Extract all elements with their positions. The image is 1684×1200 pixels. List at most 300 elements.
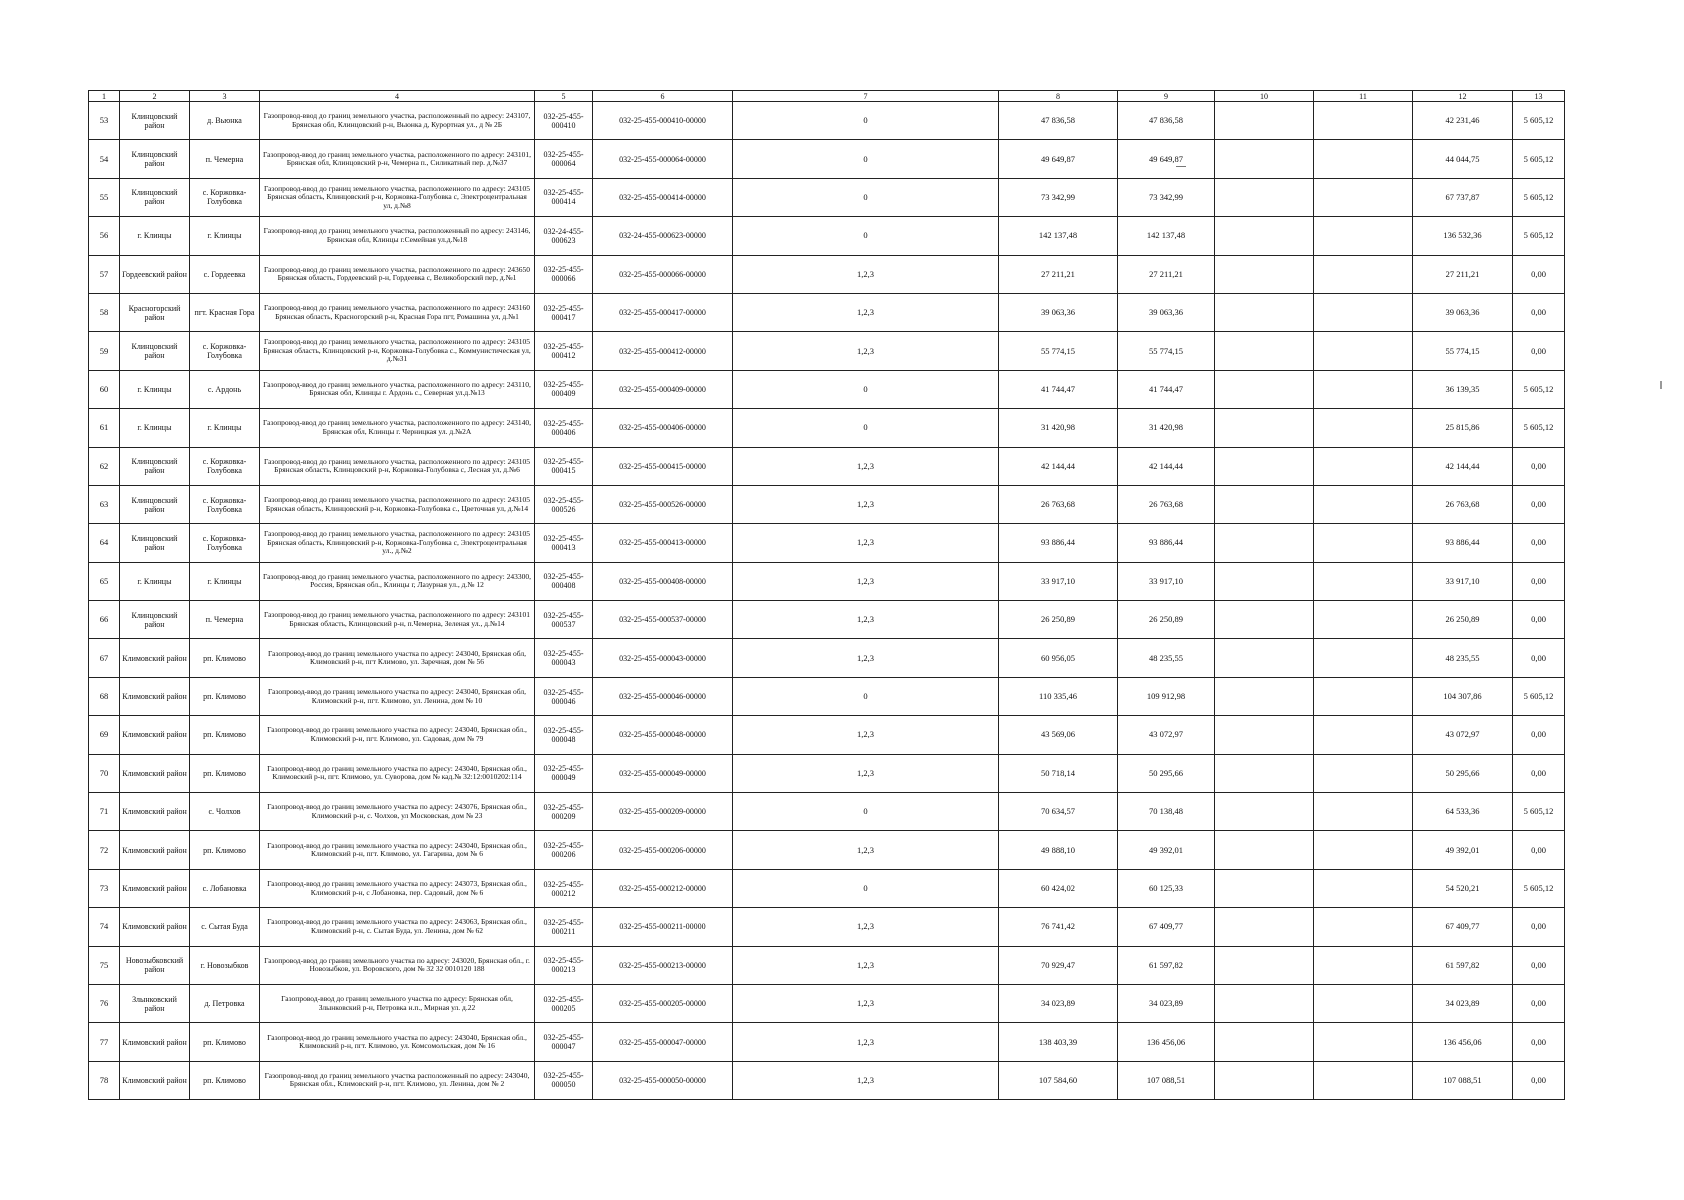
district-cell: Клинцовский район bbox=[120, 332, 190, 370]
column-9-value: 34 023,89 bbox=[1118, 984, 1215, 1022]
registry-id: 032-25-455-000413-00000 bbox=[593, 524, 733, 562]
settlement-cell: рп. Климово bbox=[190, 1023, 260, 1061]
settlement-cell: пгт. Красная Гора bbox=[190, 293, 260, 331]
column-8-value: 27 211,21 bbox=[999, 255, 1118, 293]
settlement-cell: с. Коржовка-Голубовка bbox=[190, 178, 260, 216]
column-12-value: 34 023,89 bbox=[1413, 984, 1513, 1022]
column-12-value: 48 235,55 bbox=[1413, 639, 1513, 677]
column-8-value: 49 649,87 bbox=[999, 140, 1118, 178]
settlement-cell: рп. Климово bbox=[190, 716, 260, 754]
column-13-value: 0,00 bbox=[1513, 1061, 1565, 1099]
column-12-value: 49 392,01 bbox=[1413, 831, 1513, 869]
column-8-value: 26 763,68 bbox=[999, 485, 1118, 523]
row-number: 59 bbox=[89, 332, 120, 370]
column-10-value bbox=[1215, 332, 1314, 370]
document-sheet bbox=[88, 90, 1564, 1100]
column-9-value: 42 144,44 bbox=[1118, 447, 1215, 485]
table-row bbox=[89, 178, 1565, 216]
column-9-value: 60 125,33 bbox=[1118, 869, 1215, 907]
column-7-value: 1,2,3 bbox=[733, 332, 999, 370]
column-8-value: 31 420,98 bbox=[999, 409, 1118, 447]
row-number: 63 bbox=[89, 485, 120, 523]
column-13-value: 0,00 bbox=[1513, 293, 1565, 331]
registry-id: 032-25-455-000064-00000 bbox=[593, 140, 733, 178]
column-8-value: 47 836,58 bbox=[999, 102, 1118, 140]
column-8-value: 107 584,60 bbox=[999, 1061, 1118, 1099]
table-row bbox=[89, 908, 1565, 946]
object-code: 032-25-455-000526 bbox=[535, 485, 593, 523]
column-8-value: 55 774,15 bbox=[999, 332, 1118, 370]
row-number: 61 bbox=[89, 409, 120, 447]
column-11-value bbox=[1314, 370, 1413, 408]
row-number: 76 bbox=[89, 984, 120, 1022]
column-12-value: 44 044,75 bbox=[1413, 140, 1513, 178]
column-7-value: 1,2,3 bbox=[733, 1061, 999, 1099]
settlement-cell: с. Гордеевка bbox=[190, 255, 260, 293]
column-10-value bbox=[1215, 255, 1314, 293]
column-10-value bbox=[1215, 293, 1314, 331]
table-row bbox=[89, 140, 1565, 178]
column-11-value bbox=[1314, 831, 1413, 869]
registry-id: 032-25-455-000046-00000 bbox=[593, 677, 733, 715]
column-12-value: 26 763,68 bbox=[1413, 485, 1513, 523]
column-10-value bbox=[1215, 217, 1314, 255]
column-11-value bbox=[1314, 217, 1413, 255]
object-code: 032-25-455-000049 bbox=[535, 754, 593, 792]
row-number: 68 bbox=[89, 677, 120, 715]
column-13-value: 0,00 bbox=[1513, 601, 1565, 639]
column-10-value bbox=[1215, 869, 1314, 907]
table-row bbox=[89, 1061, 1565, 1099]
column-7-value: 0 bbox=[733, 409, 999, 447]
column-10-value bbox=[1215, 562, 1314, 600]
registry-id: 032-25-455-000526-00000 bbox=[593, 485, 733, 523]
column-10-value bbox=[1215, 1023, 1314, 1061]
registry-id: 032-25-455-000043-00000 bbox=[593, 639, 733, 677]
object-description: Газопровод-ввод до границ земельного участка, расположенный по адресу: 243146, Брянская обл, Клинцы г.Семейная ул.д.№18 bbox=[260, 217, 535, 255]
object-description: Газопровод-ввод до границ земельного участка, расположенного по адресу: 243101 Брянская область, Клинцовский р-н, п.Чемерна, Зеленая ул., д.№14 bbox=[260, 601, 535, 639]
column-11-value bbox=[1314, 102, 1413, 140]
column-13-value: 5 605,12 bbox=[1513, 677, 1565, 715]
table-row bbox=[89, 831, 1565, 869]
district-cell: Климовский район bbox=[120, 677, 190, 715]
registry-id: 032-25-455-000537-00000 bbox=[593, 601, 733, 639]
column-7-value: 1,2,3 bbox=[733, 831, 999, 869]
object-code: 032-25-455-000413 bbox=[535, 524, 593, 562]
column-10-value bbox=[1215, 984, 1314, 1022]
column-8-value: 93 886,44 bbox=[999, 524, 1118, 562]
column-7-value: 1,2,3 bbox=[733, 562, 999, 600]
column-header: 12 bbox=[1413, 91, 1513, 102]
table-row bbox=[89, 332, 1565, 370]
registry-id: 032-25-455-000047-00000 bbox=[593, 1023, 733, 1061]
column-12-value: 26 250,89 bbox=[1413, 601, 1513, 639]
column-13-value: 0,00 bbox=[1513, 447, 1565, 485]
registry-table bbox=[88, 90, 1565, 1100]
district-cell: Климовский район bbox=[120, 754, 190, 792]
column-number-row bbox=[89, 91, 1565, 102]
row-number: 69 bbox=[89, 716, 120, 754]
table-row bbox=[89, 601, 1565, 639]
column-7-value: 0 bbox=[733, 140, 999, 178]
column-8-value: 50 718,14 bbox=[999, 754, 1118, 792]
row-number: 54 bbox=[89, 140, 120, 178]
column-13-value: 5 605,12 bbox=[1513, 409, 1565, 447]
column-7-value: 1,2,3 bbox=[733, 447, 999, 485]
column-7-value: 1,2,3 bbox=[733, 524, 999, 562]
column-8-value: 41 744,47 bbox=[999, 370, 1118, 408]
district-cell: Климовский район bbox=[120, 831, 190, 869]
scan-artifact-mark bbox=[1176, 166, 1186, 167]
column-12-value: 136 532,36 bbox=[1413, 217, 1513, 255]
object-description: Газопровод-ввод до границ земельного участка по адресу: 243076, Брянская обл., Климовский р-н, с. Чолхов, ул Московская, дом № 23 bbox=[260, 793, 535, 831]
registry-id: 032-25-455-000417-00000 bbox=[593, 293, 733, 331]
column-12-value: 25 815,86 bbox=[1413, 409, 1513, 447]
column-8-value: 49 888,10 bbox=[999, 831, 1118, 869]
table-row bbox=[89, 1023, 1565, 1061]
object-description: Газопровод-ввод до границ земельного участка расположенный по адресу: 243040, Брянская обл., Климовский р-н, пгт. Климово, ул. Ленина, дом № 2 bbox=[260, 1061, 535, 1099]
object-description: Газопровод-ввод до границ земельного участка, расположенного по адресу: 243110, Брянская обл, Клинцы г. Ардонь с., Северная ул.д.№13 bbox=[260, 370, 535, 408]
column-9-value: 31 420,98 bbox=[1118, 409, 1215, 447]
district-cell: Клинцовский район bbox=[120, 601, 190, 639]
column-11-value bbox=[1314, 485, 1413, 523]
column-12-value: 55 774,15 bbox=[1413, 332, 1513, 370]
column-8-value: 142 137,48 bbox=[999, 217, 1118, 255]
column-header: 7 bbox=[733, 91, 999, 102]
district-cell: г. Клинцы bbox=[120, 562, 190, 600]
settlement-cell: рп. Климово bbox=[190, 831, 260, 869]
column-12-value: 67 409,77 bbox=[1413, 908, 1513, 946]
table-row bbox=[89, 217, 1565, 255]
column-10-value bbox=[1215, 447, 1314, 485]
district-cell: г. Клинцы bbox=[120, 409, 190, 447]
column-10-value bbox=[1215, 793, 1314, 831]
object-description: Газопровод-ввод до границ земельного участка, расположенного по адресу: 243650 Брянская область, Гордеевский р-н, Гордеевка с, Великоборский пер, д.№1 bbox=[260, 255, 535, 293]
column-10-value bbox=[1215, 102, 1314, 140]
column-12-value: 136 456,06 bbox=[1413, 1023, 1513, 1061]
row-number: 58 bbox=[89, 293, 120, 331]
object-description: Газопровод-ввод до границ земельного участка, расположенного по адресу: 243160 Брянская область, Красногорский р-н, Красная Гора пгт, Ромашина ул, д.№1 bbox=[260, 293, 535, 331]
column-7-value: 0 bbox=[733, 793, 999, 831]
column-9-value: 26 763,68 bbox=[1118, 485, 1215, 523]
column-header: 4 bbox=[260, 91, 535, 102]
district-cell: г. Клинцы bbox=[120, 370, 190, 408]
registry-id: 032-24-455-000623-00000 bbox=[593, 217, 733, 255]
district-cell: Климовский район bbox=[120, 716, 190, 754]
object-description: Газопровод-ввод до границ земельного участка, расположенного по адресу: 243105 Брянская область, Клинцовский р-н, Коржовка-Голубовка с., Коммунистическая ул, д.№31 bbox=[260, 332, 535, 370]
column-8-value: 43 569,06 bbox=[999, 716, 1118, 754]
registry-id: 032-25-455-000211-00000 bbox=[593, 908, 733, 946]
row-number: 78 bbox=[89, 1061, 120, 1099]
column-11-value bbox=[1314, 562, 1413, 600]
settlement-cell: с. Сытая Буда bbox=[190, 908, 260, 946]
column-7-value: 1,2,3 bbox=[733, 255, 999, 293]
column-13-value: 0,00 bbox=[1513, 562, 1565, 600]
table-row bbox=[89, 677, 1565, 715]
district-cell: Климовский район bbox=[120, 1061, 190, 1099]
column-12-value: 36 139,35 bbox=[1413, 370, 1513, 408]
object-description: Газопровод-ввод до границ земельного участка, расположенного по адресу: 243105 Брянская область, Клинцовский р-н, Коржовка-Голубовка с, Электроцентральная ул., д.№2 bbox=[260, 524, 535, 562]
table-row bbox=[89, 562, 1565, 600]
registry-id: 032-25-455-000412-00000 bbox=[593, 332, 733, 370]
object-code: 032-24-455-000623 bbox=[535, 217, 593, 255]
column-12-value: 104 307,86 bbox=[1413, 677, 1513, 715]
column-8-value: 60 424,02 bbox=[999, 869, 1118, 907]
row-number: 65 bbox=[89, 562, 120, 600]
object-code: 032-25-455-000211 bbox=[535, 908, 593, 946]
object-code: 032-25-455-000415 bbox=[535, 447, 593, 485]
district-cell: Климовский район bbox=[120, 793, 190, 831]
district-cell: Клинцовский район bbox=[120, 178, 190, 216]
column-11-value bbox=[1314, 677, 1413, 715]
column-8-value: 34 023,89 bbox=[999, 984, 1118, 1022]
column-12-value: 50 295,66 bbox=[1413, 754, 1513, 792]
object-code: 032-25-455-000537 bbox=[535, 601, 593, 639]
column-9-value: 49 392,01 bbox=[1118, 831, 1215, 869]
column-header: 9 bbox=[1118, 91, 1215, 102]
registry-id: 032-25-455-000213-00000 bbox=[593, 946, 733, 984]
registry-id: 032-25-455-000409-00000 bbox=[593, 370, 733, 408]
column-13-value: 0,00 bbox=[1513, 639, 1565, 677]
table-row bbox=[89, 946, 1565, 984]
column-10-value bbox=[1215, 716, 1314, 754]
registry-id: 032-25-455-000414-00000 bbox=[593, 178, 733, 216]
column-11-value bbox=[1314, 332, 1413, 370]
row-number: 66 bbox=[89, 601, 120, 639]
object-code: 032-25-455-000212 bbox=[535, 869, 593, 907]
table-row bbox=[89, 293, 1565, 331]
column-9-value: 107 088,51 bbox=[1118, 1061, 1215, 1099]
column-10-value bbox=[1215, 370, 1314, 408]
column-11-value bbox=[1314, 293, 1413, 331]
column-9-value: 67 409,77 bbox=[1118, 908, 1215, 946]
settlement-cell: рп. Климово bbox=[190, 677, 260, 715]
row-number: 62 bbox=[89, 447, 120, 485]
table-row bbox=[89, 370, 1565, 408]
column-10-value bbox=[1215, 754, 1314, 792]
object-description: Газопровод-ввод до границ земельного участка по адресу: 243040, Брянская обл., Климовский р-н, пгт. Климово, ул. Суворова, дом № кад.№ 32:12:0010202:114 bbox=[260, 754, 535, 792]
settlement-cell: д. Петровка bbox=[190, 984, 260, 1022]
column-8-value: 70 929,47 bbox=[999, 946, 1118, 984]
column-8-value: 60 956,05 bbox=[999, 639, 1118, 677]
district-cell: Климовский район bbox=[120, 639, 190, 677]
column-12-value: 43 072,97 bbox=[1413, 716, 1513, 754]
settlement-cell: с. Чолхов bbox=[190, 793, 260, 831]
column-9-value: 47 836,58 bbox=[1118, 102, 1215, 140]
column-10-value bbox=[1215, 677, 1314, 715]
object-code: 032-25-455-000050 bbox=[535, 1061, 593, 1099]
column-9-value: 39 063,36 bbox=[1118, 293, 1215, 331]
district-cell: Клинцовский район bbox=[120, 485, 190, 523]
column-13-value: 0,00 bbox=[1513, 754, 1565, 792]
column-11-value bbox=[1314, 255, 1413, 293]
column-7-value: 0 bbox=[733, 178, 999, 216]
column-13-value: 5 605,12 bbox=[1513, 102, 1565, 140]
table-row bbox=[89, 754, 1565, 792]
column-header: 1 bbox=[89, 91, 120, 102]
column-13-value: 5 605,12 bbox=[1513, 217, 1565, 255]
column-13-value: 0,00 bbox=[1513, 946, 1565, 984]
district-cell: Климовский район bbox=[120, 1023, 190, 1061]
column-11-value bbox=[1314, 140, 1413, 178]
district-cell: Красногорский район bbox=[120, 293, 190, 331]
column-7-value: 1,2,3 bbox=[733, 639, 999, 677]
settlement-cell: с. Ардонь bbox=[190, 370, 260, 408]
column-13-value: 5 605,12 bbox=[1513, 140, 1565, 178]
column-13-value: 0,00 bbox=[1513, 984, 1565, 1022]
settlement-cell: с. Коржовка-Голубовка bbox=[190, 332, 260, 370]
district-cell: Злынковский район bbox=[120, 984, 190, 1022]
column-10-value bbox=[1215, 1061, 1314, 1099]
column-12-value: 93 886,44 bbox=[1413, 524, 1513, 562]
settlement-cell: п. Чемерна bbox=[190, 140, 260, 178]
object-code: 032-25-455-000213 bbox=[535, 946, 593, 984]
object-code: 032-25-455-000043 bbox=[535, 639, 593, 677]
column-7-value: 0 bbox=[733, 217, 999, 255]
column-7-value: 1,2,3 bbox=[733, 908, 999, 946]
object-description: Газопровод-ввод до границ земельного участка, расположенного по адресу: 243105 Брянская область, Клинцовский р-н, Коржовка-Голубовка с., Цветочная ул, д.№14 bbox=[260, 485, 535, 523]
column-11-value bbox=[1314, 754, 1413, 792]
column-9-value: 27 211,21 bbox=[1118, 255, 1215, 293]
settlement-cell: г. Клинцы bbox=[190, 562, 260, 600]
object-code: 032-25-455-000047 bbox=[535, 1023, 593, 1061]
object-description: Газопровод-ввод до границ земельного участка, расположенного по адресу: 243101, Брянская обл, Клинцовский р-н, Чемерна п., Силикатный пер. д.№37 bbox=[260, 140, 535, 178]
settlement-cell: рп. Климово bbox=[190, 754, 260, 792]
object-code: 032-25-455-000206 bbox=[535, 831, 593, 869]
column-9-value: 41 744,47 bbox=[1118, 370, 1215, 408]
registry-id: 032-25-455-000066-00000 bbox=[593, 255, 733, 293]
column-9-value: 109 912,98 bbox=[1118, 677, 1215, 715]
column-8-value: 73 342,99 bbox=[999, 178, 1118, 216]
district-cell: Клинцовский район bbox=[120, 140, 190, 178]
registry-id: 032-25-455-000212-00000 bbox=[593, 869, 733, 907]
settlement-cell: п. Чемерна bbox=[190, 601, 260, 639]
column-9-value: 50 295,66 bbox=[1118, 754, 1215, 792]
column-9-value: 49 649,87 bbox=[1118, 140, 1215, 178]
registry-id: 032-25-455-000050-00000 bbox=[593, 1061, 733, 1099]
object-description: Газопровод-ввод до границ земельного участка по адресу: Брянская обл, Злынковский р-н, Петровка н.п., Мирная ул. д.22 bbox=[260, 984, 535, 1022]
column-13-value: 0,00 bbox=[1513, 524, 1565, 562]
column-11-value bbox=[1314, 1023, 1413, 1061]
table-row bbox=[89, 409, 1565, 447]
object-code: 032-25-455-000046 bbox=[535, 677, 593, 715]
column-8-value: 110 335,46 bbox=[999, 677, 1118, 715]
object-code: 032-25-455-000409 bbox=[535, 370, 593, 408]
column-10-value bbox=[1215, 485, 1314, 523]
district-cell: Клинцовский район bbox=[120, 524, 190, 562]
table-row bbox=[89, 716, 1565, 754]
column-9-value: 55 774,15 bbox=[1118, 332, 1215, 370]
column-7-value: 1,2,3 bbox=[733, 293, 999, 331]
column-12-value: 67 737,87 bbox=[1413, 178, 1513, 216]
registry-id: 032-25-455-000205-00000 bbox=[593, 984, 733, 1022]
row-number: 55 bbox=[89, 178, 120, 216]
registry-id: 032-25-455-000408-00000 bbox=[593, 562, 733, 600]
column-8-value: 39 063,36 bbox=[999, 293, 1118, 331]
column-8-value: 33 917,10 bbox=[999, 562, 1118, 600]
table-row bbox=[89, 984, 1565, 1022]
column-12-value: 42 231,46 bbox=[1413, 102, 1513, 140]
settlement-cell: рп. Климово bbox=[190, 639, 260, 677]
row-number: 74 bbox=[89, 908, 120, 946]
column-9-value: 70 138,48 bbox=[1118, 793, 1215, 831]
column-header: 11 bbox=[1314, 91, 1413, 102]
object-code: 032-25-455-000412 bbox=[535, 332, 593, 370]
column-9-value: 136 456,06 bbox=[1118, 1023, 1215, 1061]
column-10-value bbox=[1215, 639, 1314, 677]
registry-id: 032-25-455-000406-00000 bbox=[593, 409, 733, 447]
object-code: 032-25-455-000414 bbox=[535, 178, 593, 216]
column-7-value: 0 bbox=[733, 869, 999, 907]
column-11-value bbox=[1314, 524, 1413, 562]
settlement-cell: г. Клинцы bbox=[190, 217, 260, 255]
column-8-value: 26 250,89 bbox=[999, 601, 1118, 639]
column-11-value bbox=[1314, 793, 1413, 831]
object-description: Газопровод-ввод до границ земельного участка по адресу: 243040, Брянская обл, Климовский р-н, пгт Климово, ул. Заречная, дом № 56 bbox=[260, 639, 535, 677]
registry-id: 032-25-455-000049-00000 bbox=[593, 754, 733, 792]
row-number: 77 bbox=[89, 1023, 120, 1061]
column-header: 6 bbox=[593, 91, 733, 102]
object-code: 032-25-455-000205 bbox=[535, 984, 593, 1022]
object-code: 032-25-455-000048 bbox=[535, 716, 593, 754]
settlement-cell: с. Коржовка-Голубовка bbox=[190, 524, 260, 562]
district-cell: Климовский район bbox=[120, 908, 190, 946]
table-row bbox=[89, 255, 1565, 293]
column-7-value: 1,2,3 bbox=[733, 984, 999, 1022]
column-8-value: 42 144,44 bbox=[999, 447, 1118, 485]
column-9-value: 33 917,10 bbox=[1118, 562, 1215, 600]
row-number: 73 bbox=[89, 869, 120, 907]
column-11-value bbox=[1314, 716, 1413, 754]
column-7-value: 1,2,3 bbox=[733, 485, 999, 523]
column-7-value: 1,2,3 bbox=[733, 716, 999, 754]
table-row bbox=[89, 869, 1565, 907]
object-description: Газопровод-ввод до границ земельного участка по адресу: 243040, Брянская обл., Климовский р-н, пгт. Климово, ул. Садовая, дом № 79 bbox=[260, 716, 535, 754]
district-cell: Клинцовский район bbox=[120, 102, 190, 140]
settlement-cell: д. Вьюнка bbox=[190, 102, 260, 140]
column-7-value: 1,2,3 bbox=[733, 946, 999, 984]
column-11-value bbox=[1314, 908, 1413, 946]
column-header: 5 bbox=[535, 91, 593, 102]
column-10-value bbox=[1215, 831, 1314, 869]
row-number: 75 bbox=[89, 946, 120, 984]
column-9-value: 26 250,89 bbox=[1118, 601, 1215, 639]
district-cell: Новозыбковский район bbox=[120, 946, 190, 984]
column-7-value: 0 bbox=[733, 102, 999, 140]
table-row bbox=[89, 639, 1565, 677]
settlement-cell: с. Лобановка bbox=[190, 869, 260, 907]
column-10-value bbox=[1215, 908, 1314, 946]
column-13-value: 0,00 bbox=[1513, 1023, 1565, 1061]
column-10-value bbox=[1215, 601, 1314, 639]
table-row bbox=[89, 793, 1565, 831]
column-9-value: 61 597,82 bbox=[1118, 946, 1215, 984]
district-cell: Климовский район bbox=[120, 869, 190, 907]
column-13-value: 0,00 bbox=[1513, 485, 1565, 523]
table-row bbox=[89, 485, 1565, 523]
settlement-cell: с. Коржовка-Голубовка bbox=[190, 447, 260, 485]
row-number: 57 bbox=[89, 255, 120, 293]
object-description: Газопровод-ввод до границ земельного участка, расположенный по адресу: 243107, Брянская обл, Клинцовский р-н, Вьюнка д, Курортная ул., д № 2Б bbox=[260, 102, 535, 140]
object-description: Газопровод-ввод до границ земельного участка по адресу: 243020, Брянская обл., г. Новозыбков, ул. Воровского, дом № 32 32 0010120 188 bbox=[260, 946, 535, 984]
column-12-value: 27 211,21 bbox=[1413, 255, 1513, 293]
column-9-value: 43 072,97 bbox=[1118, 716, 1215, 754]
column-11-value bbox=[1314, 869, 1413, 907]
row-number: 64 bbox=[89, 524, 120, 562]
column-12-value: 33 917,10 bbox=[1413, 562, 1513, 600]
column-9-value: 93 886,44 bbox=[1118, 524, 1215, 562]
row-number: 53 bbox=[89, 102, 120, 140]
